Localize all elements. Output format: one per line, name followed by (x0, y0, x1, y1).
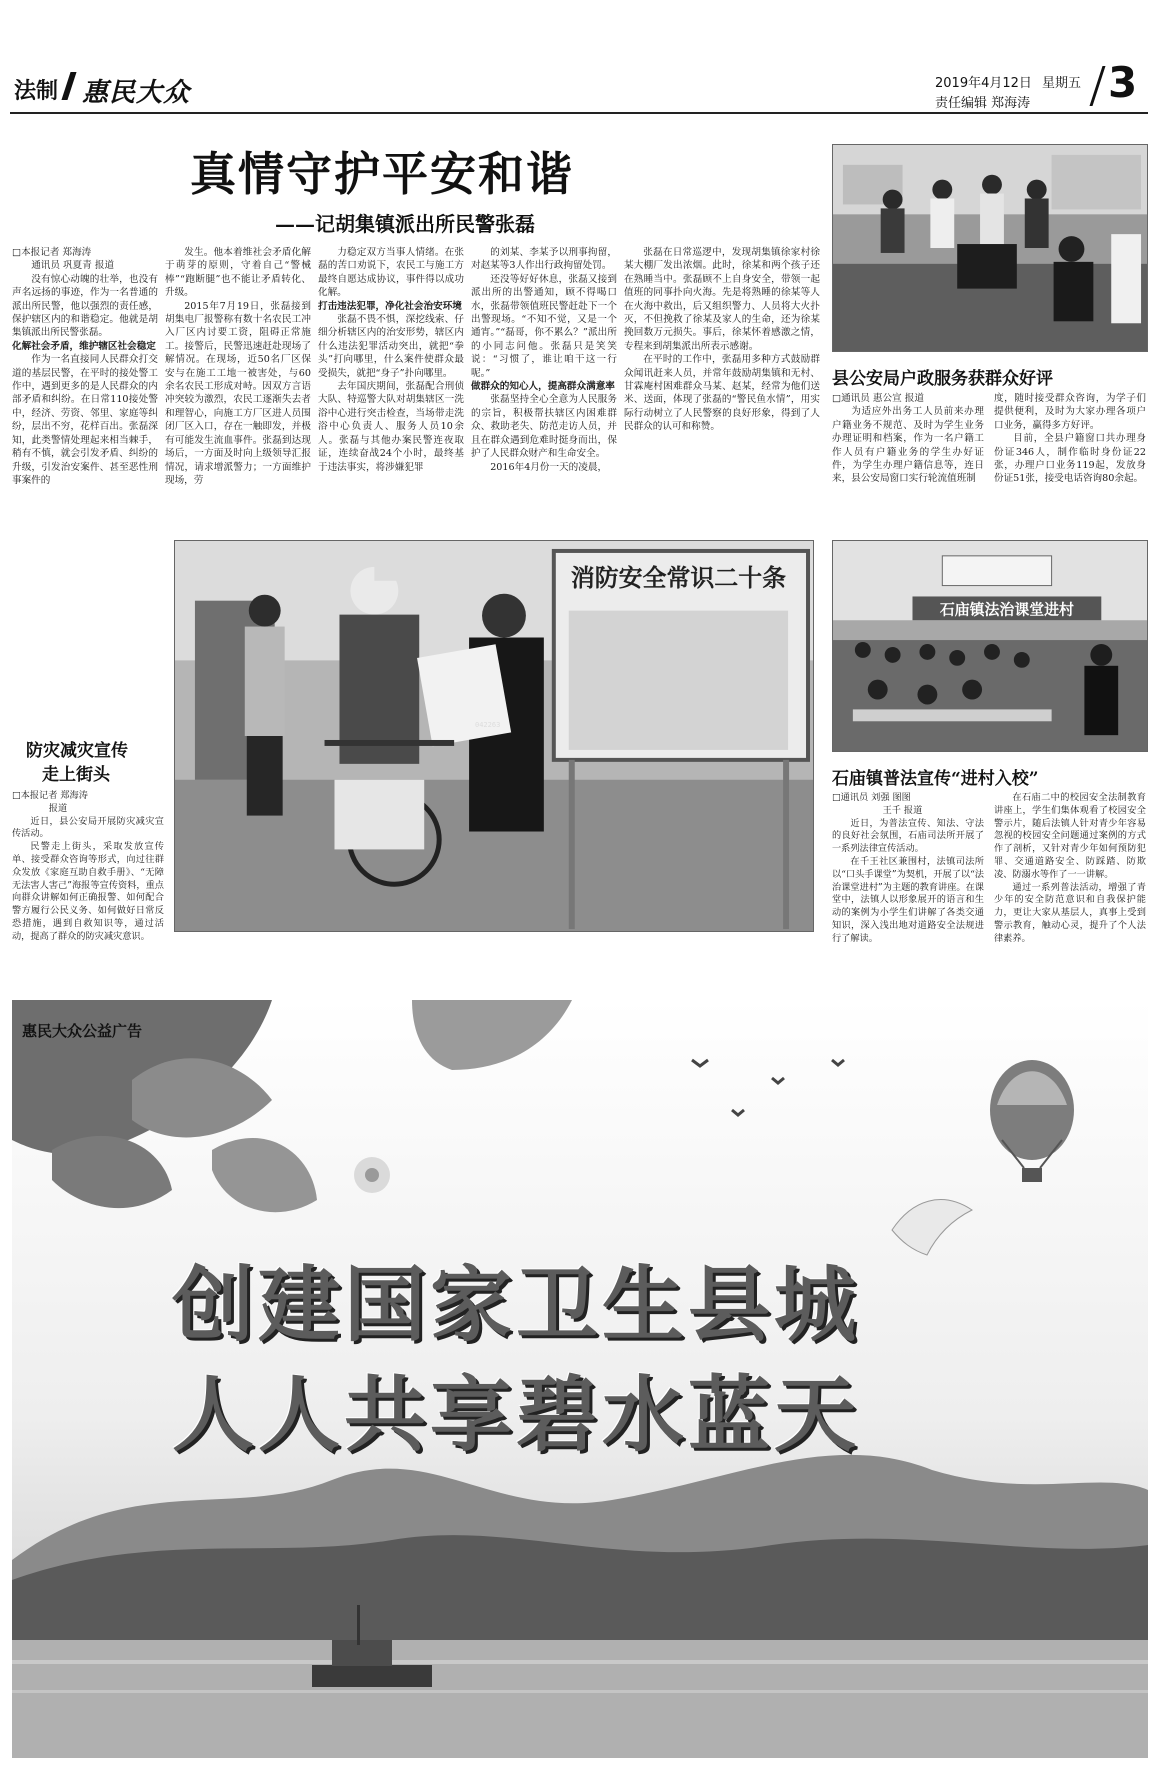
photo-household-service (832, 144, 1148, 352)
brand-logo: 惠民大众 (82, 78, 191, 108)
byline: □本报记者 郑海涛 (12, 790, 88, 801)
paragraph: 张磊在日常巡逻中，发现胡集镇徐家村徐某大棚厂发出浓烟。此时，徐某和两个孩子还在熟睡当中。张磊顾不上自身安全，带领一起值班的同事扑向火海。先是将熟睡的徐某等人在火海中救出，后又组织警力、人员将大火扑灭，不但挽救了徐某及家人的生命，还为徐某挽回数万元损失。事后，徐某怀着感激之情，专程来到胡集派出所表示感谢。 (624, 247, 820, 352)
paragraph: 的刘某、李某予以刑事拘留，对赵某等3人作出行政拘留处罚。 (471, 247, 617, 272)
left-brief-body (12, 790, 164, 942)
poster-line-2: 人人共享碧水蓝天 (172, 1368, 861, 1463)
main-col-4 (471, 246, 617, 518)
paragraph: 在石庙二中的校园安全法制教育讲座上，学生们集体观看了校园安全警示片，随后法镇人针对青少年容易忽视的校园安全问题通过案例的方式作了剖析，又针对青少年如何预防犯罪、交通道路安全、防踩踏、防欺凌、防溺水等作了一一讲解。 (994, 792, 1146, 880)
paragraph: 通过一系列普法活动，增强了青少年的安全防范意识和自我保护能力，更让大家从基层人，真事上受到警示教育，触动心灵，提升了个人法律素养。 (994, 881, 1146, 944)
paragraph: 作为一名直接同人民群众打交道的基层民警，在平时的接处警工作中，遇到更多的是人民群众的内部矛盾和纠纷。在日常110接处警中，经济、劳资、邻里、家庭等纠纷，层出不穷，花样百出。张磊深知，此类警情处理起来相当棘手，稍有不慎，就会引发矛盾、纠纷的升级，引发治安案件、甚至恶性刑事案件的 (12, 354, 158, 486)
header-editor: 责任编辑 郑海涛 (935, 96, 1031, 111)
main-col-1 (12, 246, 158, 518)
byline: 报道 (48, 802, 68, 814)
weekday-text: 星期五 (1042, 76, 1082, 91)
photo-disaster-prevention (174, 540, 814, 932)
paragraph: 目前，全县户籍窗口共办理身份证346人，制作临时身份证22张，办理户口业务119起，发放身份证51张，接受电话咨询80余起。 (994, 433, 1146, 485)
left-brief-title-1: 防灾减灾宣传 (26, 741, 128, 761)
page-number: 3 (1108, 58, 1138, 107)
paragraph: 没有惊心动魄的壮举，也没有声名远扬的事迹，作为一名普通的派出所民警，他以强烈的责任感，保护辖区内的和谐稳定。他就是胡集镇派出所民警张磊。 (12, 273, 158, 339)
header-date (935, 72, 1081, 91)
main-headline: 真情守护平安和谐 (190, 147, 574, 201)
main-col-5 (624, 246, 820, 518)
byline: □通讯员 惠公宣 报道 (832, 393, 924, 404)
paragraph: 2015年7月19日，张磊接到胡集电厂报警称有数十名农民工冲入厂区内讨要工资，阻碍正常施工。接警后，民警迅速赶赴现场了解情况。在现场，近50名厂区保安与在施工工地一被害处，与60余名农民工形成对峙。因双方言语冲突较为激烈，农民工逐渐失去者和理智心，向施工方厂区进人员围闭厂区入口，存在一触即发，并极有可能发生流血事件。张磊到达现场后，一方面及时向上级领导汇报情况，请求增派警力；一方面维护现场，劳 (165, 300, 311, 486)
page-header (0, 0, 1158, 120)
paragraph: 张磊坚持全心全意为人民服务的宗旨，积极帮扶辖区内困难群众、救助老失、防范走访人员，并且在群众遇到危难时挺身而出，保护了人民群众财产和生命安全。 (471, 394, 617, 460)
board-text: 消防安全常识二十条 (570, 563, 787, 592)
right-article-1-col-1 (832, 392, 984, 510)
paragraph: 近日，县公安局开展防灾减灾宣传活动。 (12, 815, 164, 840)
subheading: 做群众的知心人，提高群众满意率 (471, 381, 615, 393)
paragraph: 发生。他本着维社会矛盾化解于萌芽的原则，守着自己“警械棒”“跑断腿”也不能让矛盾转化、升级。 (165, 247, 311, 299)
photo-law-class (832, 540, 1148, 752)
section-slash (61, 72, 76, 100)
byline: □本报记者 郑海涛 (12, 247, 92, 258)
paragraph: 在千王社区兼围村，法镇司法所以“口头手课堂”为契机，开展了以“法治课堂进村”为主题的教育讲座。在课堂中，法镇人以形象展开的语言和生动的案例为小学生们讲解了各类交通知识，深入浅出地对道路安全法规进行了解读。 (832, 855, 984, 944)
right-article-2-title: 石庙镇普法宣传“进村入校” (832, 769, 1039, 789)
subheading: 化解社会矛盾，维护辖区社会稳定 (12, 340, 156, 352)
officer-badge: 042263 (475, 721, 501, 729)
right-article-2-col-1 (832, 792, 984, 944)
paragraph: 还没等好好休息，张磊又接到派出所的出警通知，顾不得喝口水，张磊带领值班民警赶赴下一个出警现场。“不知不觉，又是一个通宵。”“磊哥，你不累么？”派出所的小同志问他。张磊只是笑笑说：“习惯了，谁让咱干这一行呢。” (471, 273, 617, 379)
byline: □通讯员 刘强 图图 (832, 792, 911, 803)
paragraph: 度，随时接受群众咨询，为学子们提供便利，及时为大家办理各项户口业务，赢得多方好评。 (994, 393, 1146, 431)
main-col-3 (318, 246, 464, 518)
right-article-2-col-2 (994, 792, 1146, 944)
paragraph: 去年国庆期间，张磊配合刑侦大队、特巡警大队对胡集辖区一洗浴中心进行突击检查，当场带走洗浴中心负责人、服务人员10余人。张磊与其他办案民警连夜取证，连续奋战24个小时，最终基于违法事实，将涉嫌犯罪 (318, 381, 464, 473)
right-article-1-col-2 (994, 392, 1146, 510)
byline: 王千 报道 (882, 804, 923, 816)
banner-text: 石庙镇法治课堂进村 (939, 600, 1074, 619)
byline: 通讯员 巩夏青 报道 (31, 260, 115, 272)
right-article-1-title: 县公安局户政服务获群众好评 (832, 369, 1053, 389)
main-col-2 (165, 246, 311, 518)
public-service-poster (12, 1000, 1148, 1758)
left-brief-title-2: 走上街头 (42, 765, 110, 785)
main-subtitle: ——记胡集镇派出所民警张磊 (275, 212, 535, 236)
poster-line-1: 创建国家卫生县城 (172, 1258, 861, 1353)
paragraph: 民警走上街头，采取发放宣传单、接受群众咨询等形式，向过往群众发放《家庭互助自救手册》、“无障无法害人害己”海报等宣传资料，重点向群众讲解如何正确报警、如何配合警方履行公民义务、如何做好日常反恐措施，遇到自救知识等，通过活动，提高了群众的防灾减灾意识。 (12, 841, 164, 942)
paragraph: 张磊不畏不惧，深挖线索、仔细分析辖区内的治安形势，辖区内什么违法犯罪活动突出，就把“拳头”打向哪里，什么案件使群众最受损失，就把“身子”扑向哪里。 (318, 314, 464, 379)
paragraph: 在平时的工作中，张磊用多种方式鼓励群众闻讯赶来人员，并常年鼓励胡集镇和无村、甘霖庵村困难群众马某、赵某，经常为他们送米、送面，体现了张磊的“警民鱼水情”，用实际行动树立了人民警察的良好形象，得到了人民群众的认可和称赞。 (624, 354, 820, 433)
header-rule (10, 112, 1148, 114)
subheading: 打击违法犯罪，净化社会治安环境 (318, 300, 462, 312)
paragraph: 近日，为普法宣传、知法、守法的良好社会氛围，石庙司法所开展了一系列法律宣传活动。 (832, 817, 984, 855)
paragraph: 2016年4月份一天的凌晨， (490, 461, 608, 473)
date-text: 2019年4月12日 (935, 76, 1032, 91)
poster-label: 惠民大众公益广告 (22, 1022, 143, 1040)
page-number-slash (1090, 66, 1106, 106)
paragraph: 力稳定双方当事人情绪。在张磊的苦口劝说下，农民工与施工方最终自愿达成协议，事件得以成功化解。 (318, 247, 464, 299)
paragraph: 为适应外出务工人员前来办理户籍业务不规范、及时为学生业务办理证明和档案，作为一名户籍工作人员有户籍业务的学生办好证件，为学生办理户籍信息等，连日来，县公安局窗口实行轮流值班制 (832, 406, 984, 485)
section-label: 法制 (14, 79, 59, 104)
